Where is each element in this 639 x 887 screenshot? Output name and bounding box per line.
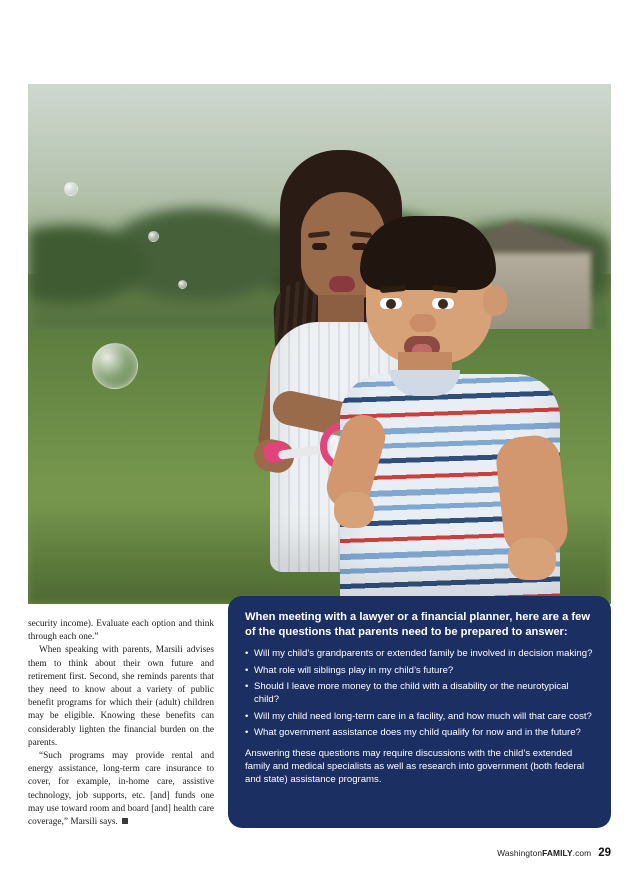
callout-question: • Should I leave more money to the child with a disability or the neurotypical child?: [245, 680, 594, 707]
callout-title: When meeting with a lawyer or a financial planner, here are a few of the questions that parents need to be prepared to answer:: [245, 611, 591, 638]
article-paragraph: security income). Evaluate each option and think through each one.”: [28, 619, 214, 643]
soap-bubble-large: [92, 343, 138, 389]
end-of-article-mark: [122, 818, 128, 824]
callout-box: [228, 596, 611, 828]
article-paragraph: When speaking with parents, Marsili advises them to think about their own future and retirement first. Second, she reminds parents that they need to know about a variety of public benefit programs for which their (adult) children may be eligible. Knowing these benefits can considerably lighten the financial burden on the parents.: [28, 645, 214, 748]
boy-eye-right: [432, 298, 454, 309]
boy-fist-right: [508, 538, 556, 580]
callout-question: • Will my child need long-term care in a facility, and how much will that care cost?: [245, 710, 594, 723]
woman-eye-left: [312, 243, 327, 250]
article-paragraph-final: [28, 750, 214, 829]
footer-brand: [497, 848, 591, 858]
soap-bubble-small-2: [148, 231, 159, 242]
footer-brand-suffix: .com: [572, 848, 592, 858]
footer-brand-bold: FAMILY: [542, 848, 573, 858]
article-body-column: [28, 618, 214, 829]
boy-fist-left: [334, 492, 374, 528]
footer-brand-light: Washington: [497, 848, 543, 858]
soap-bubble-small-3: [178, 280, 187, 289]
callout-question: • Will my child’s grandparents or extended family be involved in decision making?: [245, 647, 594, 660]
callout-question: • What government assistance does my child qualify for now and in the future?: [245, 726, 594, 739]
boy-ear: [483, 286, 507, 316]
article-photo: [28, 84, 611, 604]
boy-eye-left: [380, 298, 402, 309]
callout-question-list: [245, 647, 594, 739]
callout-closing-text: Answering these questions may require discussions with the child’s extended family and medical specialists as well as research into government (both federal and state) assistance programs.: [245, 747, 585, 786]
soap-bubble-small-1: [64, 182, 78, 196]
page-number: 29: [598, 847, 611, 859]
page-footer: [497, 847, 611, 859]
boy-nose: [410, 314, 436, 332]
article-paragraph-text: “Such programs may provide rental and energy assistance, long-term care insurance to cover, for example, in-home care, assistive technology, job supports, etc. [and] funds one may use toward room and board [and] health care coverage,” Marsili says.: [28, 751, 214, 828]
boy-hair: [360, 216, 496, 290]
callout-question: • What role will siblings play in my child’s future?: [245, 664, 594, 677]
photo-boy: [328, 224, 588, 604]
